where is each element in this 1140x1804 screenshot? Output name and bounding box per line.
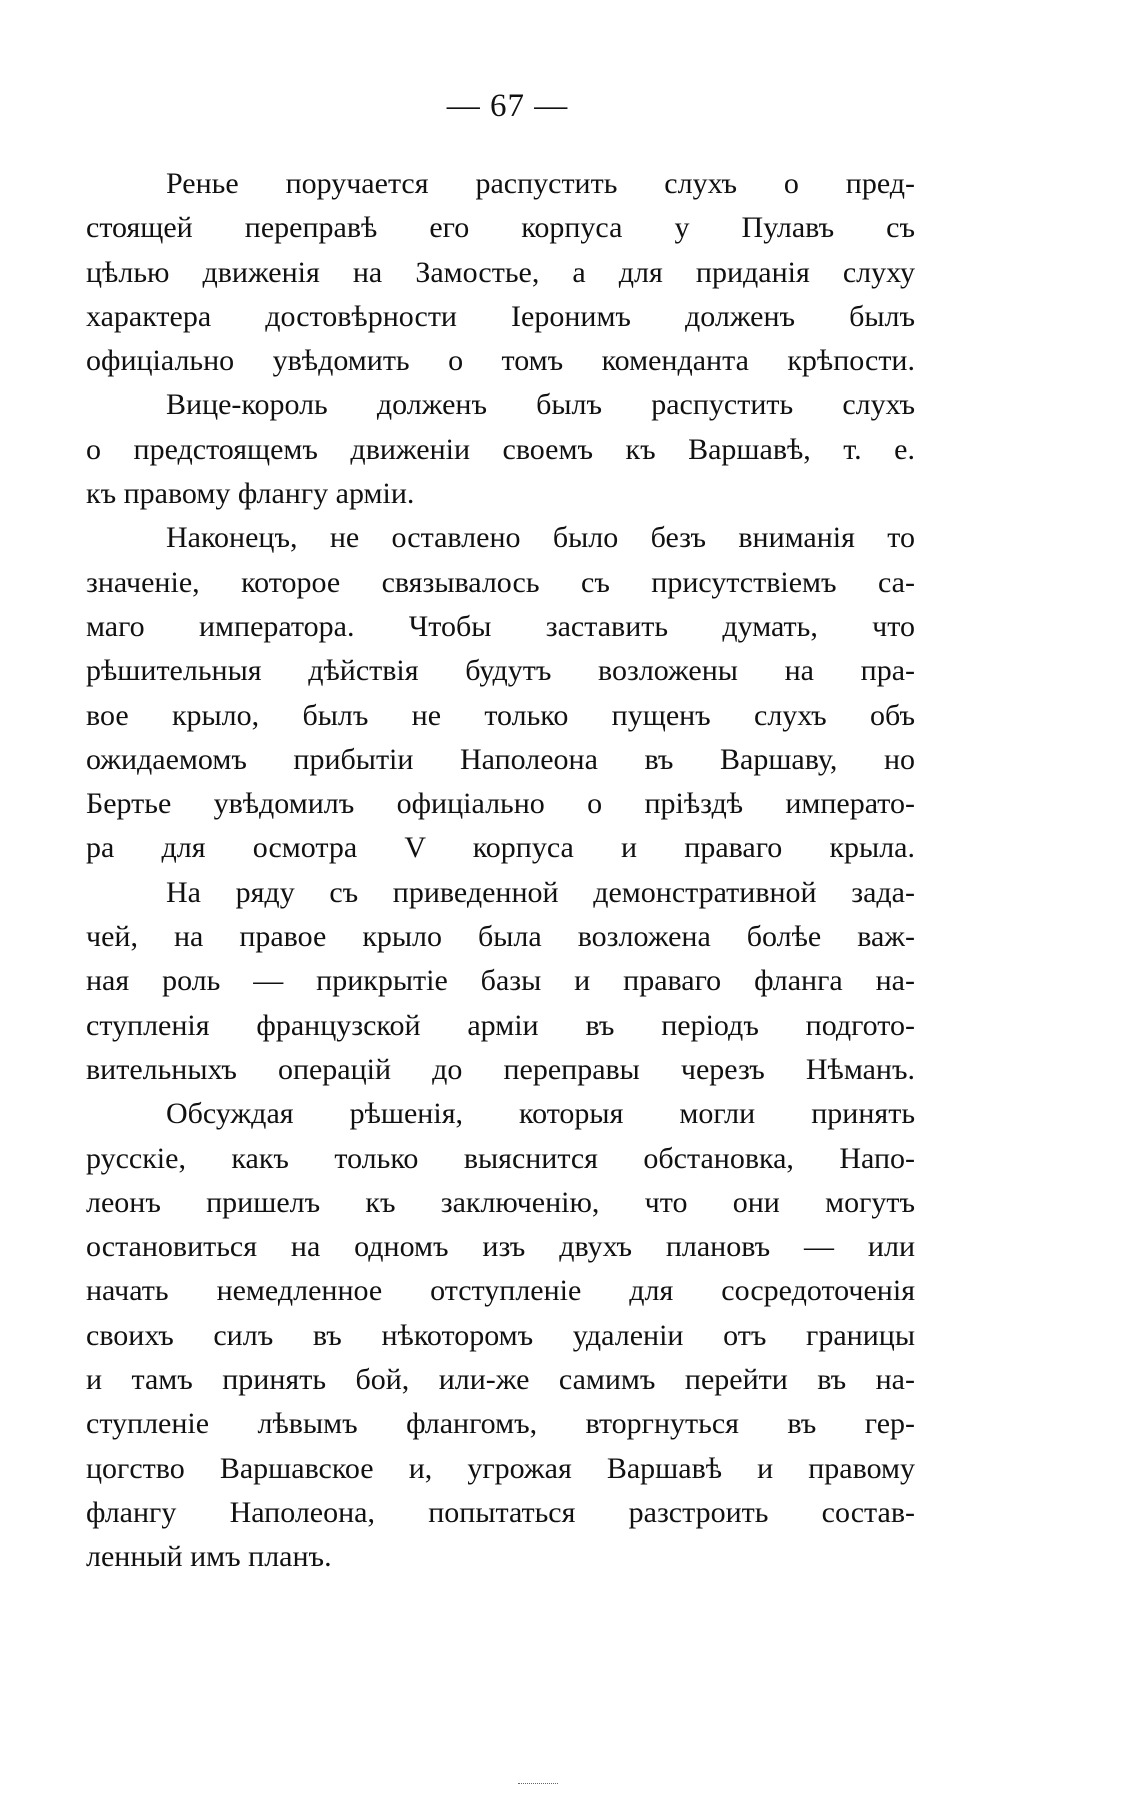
text-line: ступленіе лѣвымъ флангомъ, вторгнуться въ гер- [86,1407,915,1441]
page-number: — 67 — [446,88,569,124]
text-line: вительныхъ операцій до переправы черезъ Нѣманъ. [86,1052,915,1086]
body-text [86,162,915,1580]
text-line: Ренье поручается распустить слухъ о пред- [166,167,915,200]
text-line: къ правому флангу арміи. [86,477,415,511]
text-line: ра для осмотра V корпуса и праваго крыла. [86,831,915,865]
text-line: ленный имъ планъ. [86,1540,332,1574]
text-line: Наконецъ, не оставлено было безъ вниманія то [166,521,915,555]
text-line: значеніе, которое связывалось съ присутствіемъ са- [86,565,915,599]
paragraph [86,383,915,516]
text-line: цѣлью движенія на Замостье, а для приданія слуху [86,255,915,289]
text-line: начать немедленное отступленіе для сосредоточенія [86,1274,915,1308]
text-line: Бертье увѣдомилъ офиціально о пріѣздѣ императо- [86,787,915,821]
text-line: леонъ пришелъ къ заключенію, что они могутъ [86,1185,915,1219]
text-line: стоящей переправѣ его корпуса у Пулавъ съ [86,211,915,245]
text-line: На ряду съ приведенной демонстративной зада- [166,875,915,909]
text-line: своихъ силъ въ нѣкоторомъ удаленіи отъ границы [86,1318,915,1352]
text-line: характера достовѣрности Іеронимъ долженъ былъ [86,299,915,333]
text-line: ная роль — прикрытіе базы и праваго фланга на- [86,964,915,998]
text-line: цогство Варшавское и, угрожая Варшавѣ и правому [86,1451,915,1485]
text-line: вое крыло, былъ не только пущенъ слухъ объ [86,698,915,732]
text-line: рѣшительныя дѣйствія будутъ возложены на пра- [86,654,915,688]
paragraph [86,871,915,1092]
text-line: маго императора. Чтобы заставить думать, что [86,609,915,643]
text-line: флангу Наполеона, попытаться разстроить состав- [86,1495,915,1529]
text-line: о предстоящемъ движеніи своемъ къ Варшавѣ, т. е. [86,432,915,466]
text-line: русскіе, какъ только выяснится обстановка, Напо- [86,1141,915,1175]
text-line: ожидаемомъ прибытіи Наполеона въ Варшаву, но [86,742,915,776]
paragraph [86,516,915,870]
text-line: Вице-король долженъ былъ распустить слухъ [166,388,915,422]
text-line: Обсуждая рѣшенія, которыя могли принять [166,1097,915,1131]
text-line: и тамъ принять бой, или-же самимъ перейти въ на- [86,1363,915,1397]
paragraph [86,162,915,383]
text-line: остановиться на одномъ изъ двухъ плановъ — или [86,1230,915,1264]
text-line: чей, на правое крыло была возложена болѣе важ- [86,920,915,954]
footer-rule [518,1783,558,1784]
paragraph [86,1092,915,1579]
text-line: ступленія французской арміи въ періодъ подгото- [86,1008,915,1042]
text-line: офиціально увѣдомить о томъ коменданта крѣпости. [86,344,915,378]
